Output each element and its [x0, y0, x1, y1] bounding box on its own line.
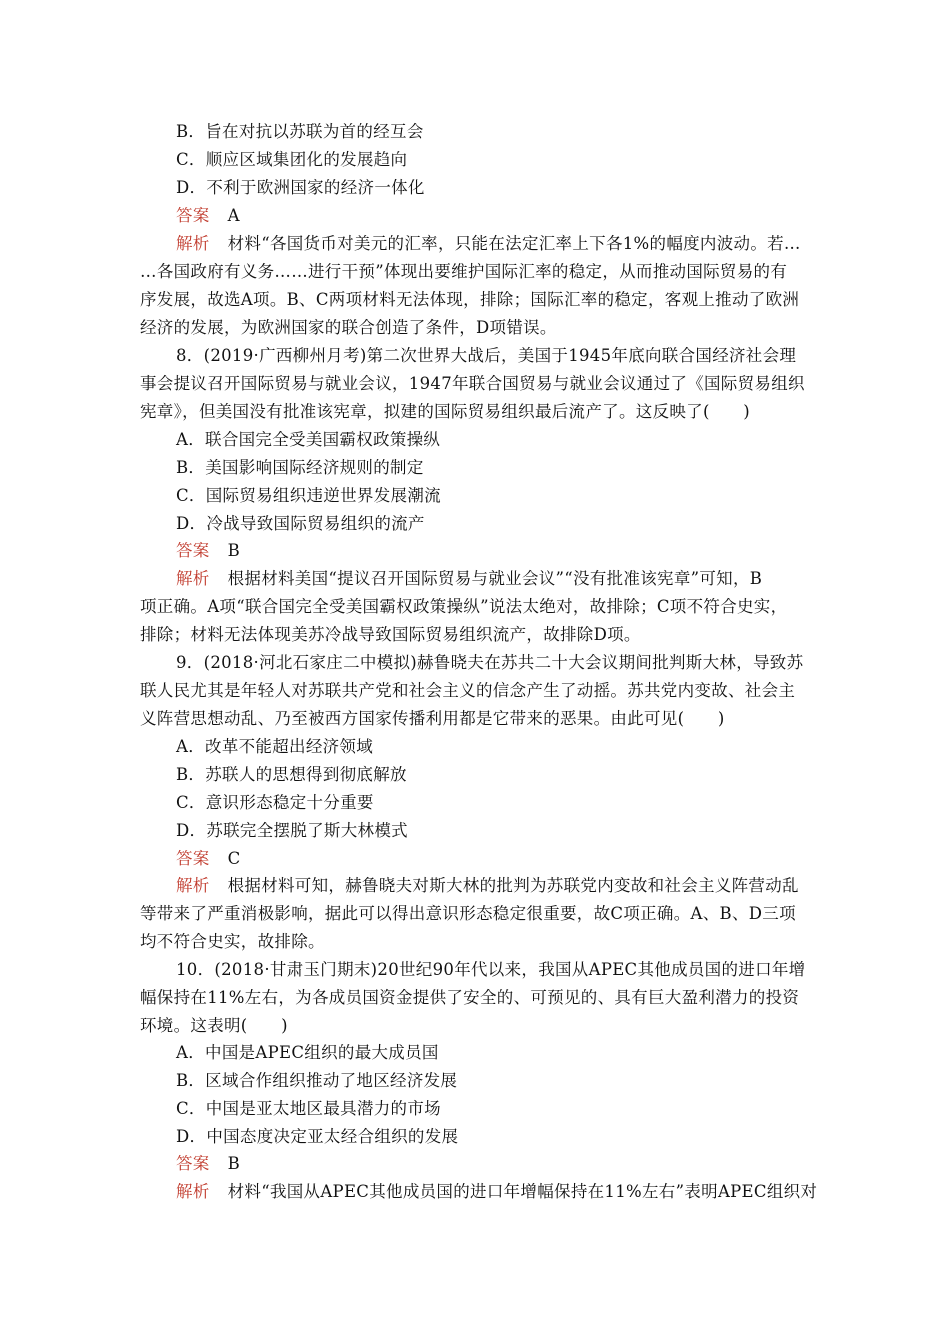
analysis-label: 解析 — [176, 234, 210, 253]
q10-answer — [0, 1154, 950, 1174]
q8-answer — [0, 541, 950, 561]
q7-analysis-line — [0, 234, 950, 254]
answer-value: C — [227, 849, 241, 868]
q9-answer — [0, 849, 950, 869]
q9-stem-line: 义阵营思想动乱、乃至被西方国家传播利用都是它带来的恶果。由此可见( ) — [140, 709, 725, 728]
q9-analysis-line: 等带来了严重消极影响，据此可以得出意识形态稳定很重要，故C项正确。A、B、D三项 — [140, 904, 796, 923]
q10-analysis-line — [0, 1182, 950, 1202]
q7-answer — [0, 206, 950, 226]
q10-stem-line: 环境。这表明( ) — [140, 1016, 288, 1035]
analysis-text: 材料“各国货币对美元的汇率，只能在法定汇率上下各1%的幅度内波动。若… — [227, 234, 801, 253]
answer-value: A — [227, 206, 240, 225]
q9-option-b: B．苏联人的思想得到彻底解放 — [176, 765, 407, 784]
q7-analysis-line: 序发展，故选A项。B、C两项材料无法体现，排除；国际汇率的稳定，客观上推动了欧洲 — [140, 290, 800, 309]
q8-stem-line: 事会提议召开国际贸易与就业会议，1947年联合国贸易与就业会议通过了《国际贸易组织 — [140, 374, 805, 393]
q8-stem-line: 宪章》，但美国没有批准该宪章，拟建的国际贸易组织最后流产了。这反映了( ) — [140, 402, 751, 421]
q8-option-a: A．联合国完全受美国霸权政策操纵 — [176, 430, 441, 449]
analysis-text: 根据材料可知，赫鲁晓夫对斯大林的批判为苏联党内变故和社会主义阵营动乱 — [227, 876, 799, 895]
analysis-text: 材料“我国从APEC其他成员国的进口年增幅保持在11%左右”表明APEC组织对 — [227, 1182, 818, 1201]
q8-analysis-line — [0, 569, 950, 589]
answer-label: 答案 — [176, 1154, 210, 1173]
q8-option-b: B．美国影响国际经济规则的制定 — [176, 458, 424, 477]
answer-label: 答案 — [176, 541, 210, 560]
answer-value: B — [227, 541, 241, 560]
q9-analysis-line: 均不符合史实，故排除。 — [140, 932, 325, 951]
answer-label: 答案 — [176, 849, 210, 868]
q9-option-c: C．意识形态稳定十分重要 — [176, 793, 374, 812]
answer-label: 答案 — [176, 206, 210, 225]
q10-option-c: C．中国是亚太地区最具潜力的市场 — [176, 1099, 441, 1118]
q9-option-a: A．改革不能超出经济领域 — [176, 737, 374, 756]
analysis-text: 根据材料美国“提议召开国际贸易与就业会议”“没有批准该宪章”可知，B — [227, 569, 763, 588]
q7-option-c: C．顺应区域集团化的发展趋向 — [176, 150, 408, 169]
analysis-label: 解析 — [176, 876, 210, 895]
analysis-label: 解析 — [176, 1182, 210, 1201]
answer-value: B — [227, 1154, 241, 1173]
q9-analysis-line — [0, 876, 950, 896]
q8-option-d: D．冷战导致国际贸易组织的流产 — [176, 514, 425, 533]
q9-stem-line: 9．(2018·河北石家庄二中模拟)赫鲁晓夫在苏共二十大会议期间批判斯大林，导致苏 — [176, 653, 804, 672]
q10-option-d: D．中国态度决定亚太经合组织的发展 — [176, 1127, 459, 1146]
q10-stem-line: 幅保持在11%左右，为各成员国资金提供了安全的、可预见的、具有巨大盈利潜力的投资 — [140, 988, 800, 1007]
q7-option-d: D．不利于欧洲国家的经济一体化 — [176, 178, 425, 197]
q7-analysis-line: …各国政府有义务……进行干预”体现出要维护国际汇率的稳定，从而推动国际贸易的有 — [140, 262, 788, 281]
q7-option-b: B．旨在对抗以苏联为首的经互会 — [176, 122, 424, 141]
q10-option-b: B．区域合作组织推动了地区经济发展 — [176, 1071, 458, 1090]
q8-stem-line: 8．(2019·广西柳州月考)第二次世界大战后，美国于1945年底向联合国经济社会理 — [176, 346, 797, 365]
q9-stem-line: 联人民尤其是年轻人对苏联共产党和社会主义的信念产生了动摇。苏共党内变故、社会主 — [140, 681, 796, 700]
q8-analysis-line: 排除；材料无法体现美苏冷战导致国际贸易组织流产，故排除D项。 — [140, 625, 641, 644]
q8-analysis-line: 项正确。A项“联合国完全受美国霸权政策操纵”说法太绝对，故排除；C项不符合史实， — [140, 597, 788, 616]
q8-option-c: C．国际贸易组织违逆世界发展潮流 — [176, 486, 441, 505]
q9-option-d: D．苏联完全摆脱了斯大林模式 — [176, 821, 408, 840]
q10-stem-line: 10．(2018·甘肃玉门期末)20世纪90年代以来，我国从APEC其他成员国的进口年增 — [176, 960, 806, 979]
analysis-label: 解析 — [176, 569, 210, 588]
q7-analysis-line: 经济的发展，为欧洲国家的联合创造了条件，D项错误。 — [140, 318, 557, 337]
q10-option-a: A．中国是APEC组织的最大成员国 — [176, 1043, 439, 1062]
